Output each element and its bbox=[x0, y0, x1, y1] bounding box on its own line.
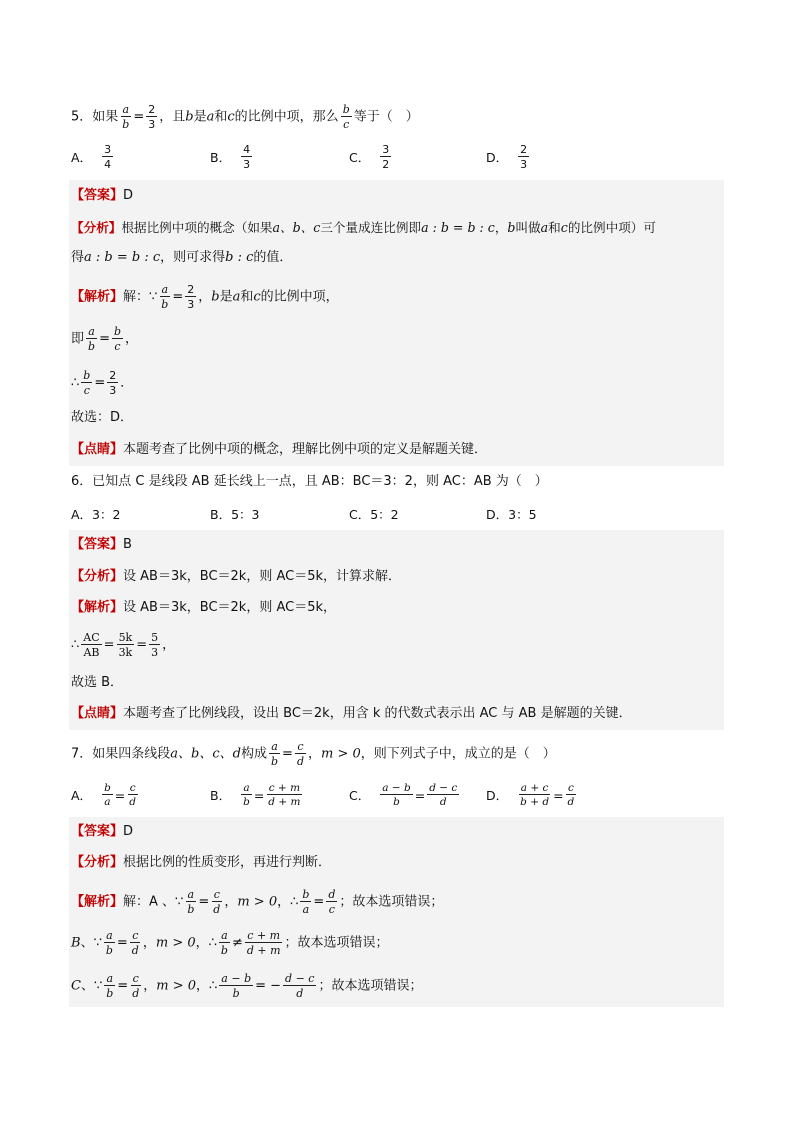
q5-option-d: D． 2 3 bbox=[486, 143, 528, 171]
q5-options bbox=[71, 140, 731, 174]
q6-option-c: C．5：2 bbox=[349, 507, 399, 522]
fraction-2-over-3: $\frac{2}{3}$ bbox=[148, 103, 156, 131]
comment-tag: 【点睛】 bbox=[71, 442, 124, 457]
q7-solution-a: 【解析】解：A 、∵ $\frac{a}{b}$ = $\frac{c}{d}$ ，m > 0，∴ $\frac{b}{a}$ = $\frac{d}{c}$ ；故本选项错误； bbox=[71, 888, 444, 916]
q6-answer: 【答案】B bbox=[71, 537, 132, 552]
q7-option-c: C． $\frac{a - b}{b}$ = $\frac{d - c}{d}$ bbox=[349, 781, 458, 808]
q7-stem: 7．如果四条线段a、b、c、d构成 $\frac{a}{b}$ = $\frac{c}{d}$ ，m > 0，则下列式子中，成立的是（ ） bbox=[71, 740, 556, 768]
q7-option-b: B． $\frac{a}{b}$ = $\frac{c + m}{d + m}$ bbox=[210, 781, 301, 808]
q6-solution-line1: 【解析】设 AB＝3k，BC＝2k，则 AC＝5k， bbox=[71, 600, 336, 615]
q7-solution-c: C、∵ $\frac{a}{b}$ = $\frac{c}{d}$ ，m > 0，∴ $\frac{a - b}{b}$ = − $\frac{d - c}{d}$ ；故本选项错误； bbox=[71, 972, 423, 1000]
q5-solution-line2: 即 $\frac{a}{b}$ = $\frac{b}{c}$ ， bbox=[71, 325, 139, 353]
q5-number: 5． bbox=[71, 109, 93, 125]
q6-stem: 6．已知点 C 是线段 AB 延长线上一点，且 AB：BC＝3：2，则 AC：AB 为（ ） bbox=[71, 474, 548, 489]
q7-answer: 【答案】D bbox=[71, 824, 134, 839]
q7-solution-b: B、∵ $\frac{a}{b}$ = $\frac{c}{d}$ ，m > 0，∴ $\frac{a}{b}$ ≠ $\frac{c + m}{d + m}$ ；故本选项错误； bbox=[71, 929, 389, 957]
q6-option-b: B．5：3 bbox=[210, 507, 260, 522]
q5-answer: 【答案】D bbox=[71, 188, 134, 203]
q7-option-d: D． $\frac{a + c}{b + d}$ = $\frac{c}{d}$ bbox=[486, 781, 575, 808]
q5-choose: 故选：D． bbox=[71, 410, 134, 425]
q7-options bbox=[71, 778, 731, 812]
q7-analysis: 【分析】根据比例的性质变形，再进行判断． bbox=[71, 855, 332, 870]
q6-choose: 故选 B． bbox=[71, 675, 124, 690]
q5-analysis-line2: 得a : b = b : c，则可求得b : c的值． bbox=[71, 250, 293, 265]
solution-tag: 【解析】 bbox=[71, 289, 124, 305]
fraction-b-over-c: $\frac{b}{c}$ bbox=[342, 103, 350, 131]
q5-comment: 【点睛】本题考查了比例中项的概念，理解比例中项的定义是解题关键． bbox=[71, 442, 488, 457]
answer-tag: 【答案】 bbox=[71, 188, 124, 203]
q6-option-d: D．3：5 bbox=[486, 507, 537, 522]
q5-option-b: B． 4 3 bbox=[210, 143, 251, 171]
q5-analysis-line1: 【分析】根据比例中项的概念（如果a、b、c三个量成连比例即a : b = b : c，b叫做a和c的比例中项）可 bbox=[71, 220, 656, 235]
analysis-tag: 【分析】 bbox=[71, 220, 122, 235]
q7-option-a: A． $\frac{b}{a}$ = $\frac{c}{d}$ bbox=[71, 781, 137, 808]
q6-solution-line2: ∴ $\frac{AC}{AB}$ = $\frac{5k}{3k}$ = $\frac{5}{3}$ ， bbox=[71, 631, 176, 659]
q5-option-c: C． 3 2 bbox=[349, 143, 390, 171]
q5-solution-line3: ∴ $\frac{b}{c}$ = $\frac{2}{3}$ ． bbox=[71, 369, 134, 397]
q5-stem: 5．如果 $\frac{a}{b}$ = $\frac{2}{3}$ ，且b是a和c的比例中项，那么 $\frac{b}{c}$ 等于（ ） bbox=[71, 103, 419, 131]
q6-comment: 【点睛】本题考查了比例线段，设出 BC＝2k，用含 k 的代数式表示出 AC 与 AB 是解题的关键． bbox=[71, 706, 632, 721]
q6-analysis: 【分析】设 AB＝3k，BC＝2k，则 AC＝5k，计算求解． bbox=[71, 569, 401, 584]
q6-option-a: A．3：2 bbox=[71, 507, 121, 522]
fraction-a-over-b: $\frac{a}{b}$ bbox=[122, 103, 130, 131]
q5-solution-line1: 【解析】解：∵ $\frac{a}{b}$ = $\frac{2}{3}$ ，b是a和c的比例中项， bbox=[71, 283, 339, 311]
q6-options bbox=[71, 497, 731, 531]
q6-solution-box bbox=[69, 530, 724, 730]
q5-option-a: A． 3 4 bbox=[71, 143, 112, 171]
